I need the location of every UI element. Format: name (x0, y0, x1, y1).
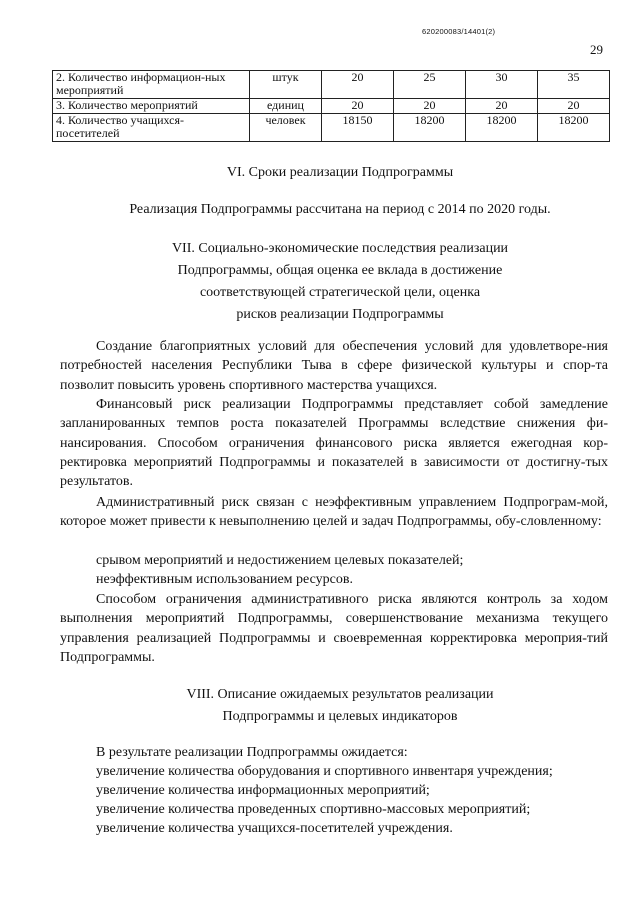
section-7-title (60, 238, 620, 326)
section-6-title: VI. Сроки реализации Подпрограммы (226, 165, 454, 180)
paragraph: Административный риск связан с неэффективным управлением Подпрограм-мой, которое может привести к невыполнению целей и задач Подпрограммы, обу-словленному: (60, 495, 608, 530)
table-cell-value: 20 (538, 99, 610, 114)
table-cell-value: 20 (322, 99, 394, 114)
table-cell-unit: штук (250, 71, 322, 99)
section-7-title-line: Подпрограммы, общая оценка ее вклада в достижение (177, 263, 503, 278)
paragraph: Финансовый риск реализации Подпрограммы представляет собой замедление запланированных темпов роста показателей Программы вследствие снижения фи-нансирования. Способом ограничения финансового риска является ежегодная кор-ректировка мероприятий Подпрограммы и показателей в зависимости от достигну-тых результатов. (60, 397, 608, 490)
table-cell-value: 18200 (394, 114, 466, 142)
list-item: увеличение количества учащихся-посетителей учреждения. (96, 821, 453, 836)
table-cell-value: 20 (322, 71, 394, 99)
table-row (53, 99, 610, 114)
section-7-title-line: рисков реализации Подпрограммы (236, 307, 444, 322)
table-cell-value: 18200 (466, 114, 538, 142)
table-cell-name: 4. Количество учащихся-посетителей (53, 114, 250, 142)
table-cell-value: 18200 (538, 114, 610, 142)
document-code: 620200083/14401(2) (422, 27, 496, 36)
table-cell-value: 35 (538, 71, 610, 99)
table-cell-unit: единиц (250, 99, 322, 114)
table-row (53, 71, 610, 99)
list-item: срывом мероприятий и недостижением целевых показателей; (96, 553, 464, 568)
table-cell-name: 2. Количество информацион-ных мероприятий (53, 71, 250, 99)
section-8-title-line: VIII. Описание ожидаемых результатов реализации (186, 687, 494, 702)
section-6-text: Реализация Подпрограммы рассчитана на период с 2014 по 2020 годы. (129, 202, 551, 217)
section-7-title-line: соответствующей стратегической цели, оценка (199, 285, 481, 300)
table-cell-unit: человек (250, 114, 322, 142)
section-7-title-line: VII. Социально-экономические последствия реализации (171, 241, 509, 256)
paragraph: Способом ограничения административного риска являются контроль за ходом выполнения мероприятий Подпрограммы, совершенствование механизма текущего управления реализацией Подпрограммы и своевременная корректировка мероприя-тий Подпрограммы. (60, 592, 608, 665)
table-cell-value: 20 (466, 99, 538, 114)
section-8-title (60, 684, 620, 728)
list-item: увеличение количества оборудования и спортивного инвентаря учреждения; (96, 764, 553, 779)
list-item: неэффективным использованием ресурсов. (96, 572, 353, 587)
paragraph: Создание благоприятных условий для обеспечения условий для удовлетворе-ния потребностей населения Республики Тыва в сфере физической культуры и спор-та позволит повысить уровень спортивного мастерства учащихся. (60, 339, 608, 393)
list-item: увеличение количества информационных мероприятий; (96, 783, 430, 798)
table-row (53, 114, 610, 142)
indicators-table (52, 70, 610, 142)
table-cell-name: 3. Количество мероприятий (53, 99, 250, 114)
table-cell-value: 20 (394, 99, 466, 114)
table-cell-value: 30 (466, 71, 538, 99)
list-item: увеличение количества проведенных спортивно-массовых мероприятий; (96, 802, 531, 817)
table-cell-value: 25 (394, 71, 466, 99)
section-8-title-line: Подпрограммы и целевых индикаторов (222, 709, 458, 724)
page-number: 29 (590, 42, 603, 57)
list-item: В результате реализации Подпрограммы ожидается: (96, 745, 408, 760)
table-cell-value: 18150 (322, 114, 394, 142)
